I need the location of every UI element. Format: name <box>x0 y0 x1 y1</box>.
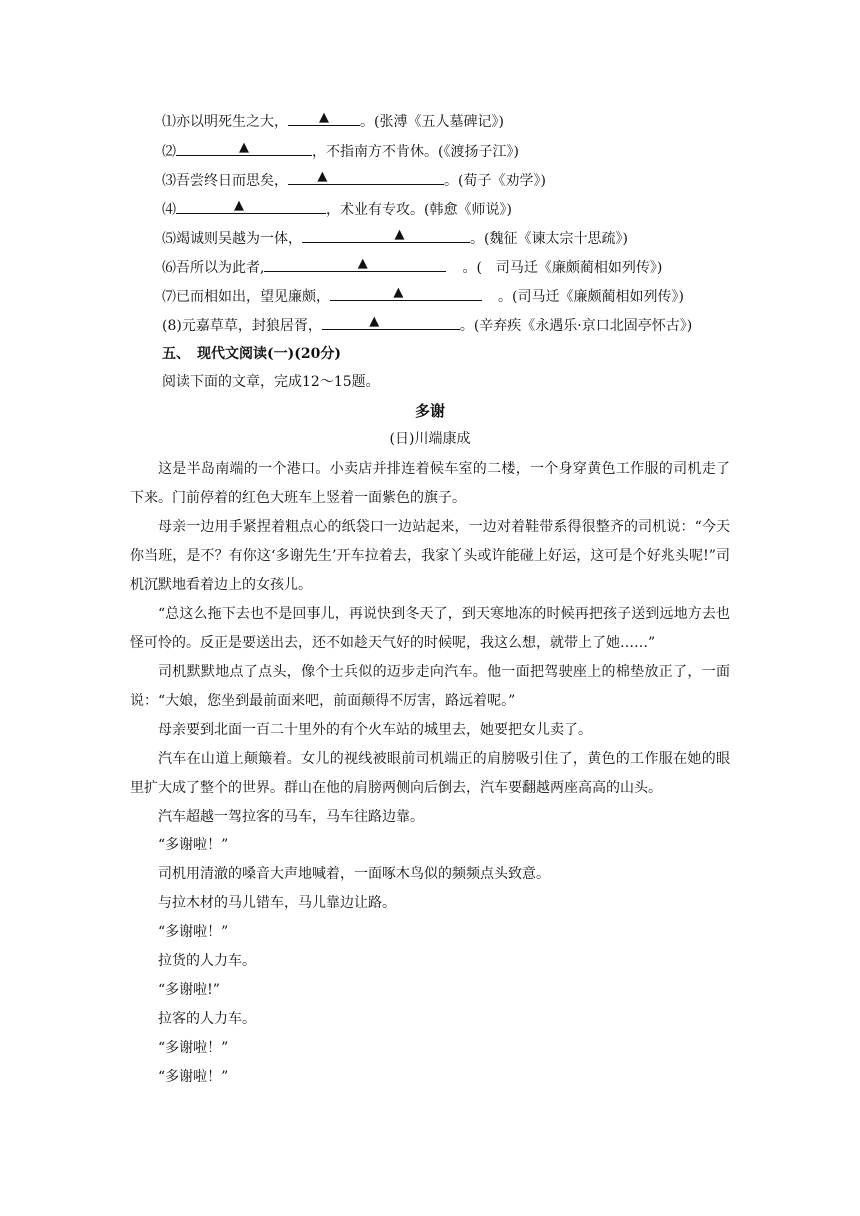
item-source: 。(魏征《谏太宗十思疏》) <box>470 231 628 247</box>
fill-item-6 <box>162 257 662 278</box>
fill-item-2 <box>162 141 519 162</box>
item-prefix: ⑵ <box>162 144 176 160</box>
fill-item-4 <box>162 199 512 220</box>
narrative-line: 拉货的人力车。 <box>158 953 256 969</box>
dialogue-line: “多谢啦！” <box>158 837 229 853</box>
item-prefix: ⑸竭诚则吴越为一体， <box>162 231 302 247</box>
answer-blank[interactable] <box>288 111 360 126</box>
answer-blank[interactable] <box>330 286 482 301</box>
triangle-icon: ▲ <box>234 198 244 213</box>
article-paragraph: 母亲一边用手紧捏着粗点心的纸袋口一边站起来，一边对着鞋带系得很整齐的司机说：“今天你当班，是不？有你这‘多谢先生’开车拉着去，我家丫头或许能碰上好运，这可是个好兆头呢!”司机沉默地看着边上的女孩儿。 <box>130 519 730 593</box>
fill-item-3 <box>162 170 546 191</box>
fill-item-8 <box>162 315 692 336</box>
narrative-line: 与拉木材的马儿错车，马儿靠边让路。 <box>158 895 396 911</box>
triangle-icon: ▲ <box>394 227 405 242</box>
answer-blank[interactable] <box>176 199 326 214</box>
item-prefix: ⑺已而相如出，望见廉颇， <box>162 289 330 305</box>
narrative-line: 拉客的人力车。 <box>158 1011 256 1027</box>
article-paragraph: 汽车在山道上颠簸着。女儿的视线被眼前司机端正的肩膀吸引住了，黄色的工作服在她的眼里扩大成了整个的世界。群山在他的肩膀两侧向后倒去，汽车要翻越两座高高的山头。 <box>130 751 730 796</box>
item-source: 。(张溥《五人墓碑记》) <box>360 114 504 130</box>
item-prefix: ⑷ <box>162 202 176 218</box>
item-prefix: (8)元嘉草草，封狼居胥， <box>162 318 322 334</box>
triangle-icon: ▲ <box>319 110 329 125</box>
triangle-icon: ▲ <box>357 256 368 271</box>
item-source: 。(荀子《劝学》) <box>444 173 546 189</box>
item-source: ，不指南方不肯休。(《渡扬子江》) <box>312 144 519 160</box>
article-author: (日)川端康成 <box>389 431 471 447</box>
triangle-icon: ▲ <box>369 314 380 329</box>
fill-item-5 <box>162 228 628 249</box>
section-heading: 五、 现代文阅读(一)(20分) <box>162 346 341 362</box>
dialogue-line: “多谢啦！” <box>158 924 229 940</box>
article-paragraph: 汽车超越一驾拉客的马车，马车往路边靠。 <box>158 809 424 825</box>
answer-blank[interactable] <box>176 141 312 156</box>
item-source: 。( 司马迁《廉颇蔺相如列传》) <box>462 260 663 276</box>
answer-blank[interactable] <box>288 170 444 185</box>
article-paragraph: 司机默默地点了点头，像个士兵似的迈步走向汽车。他一面把驾驶座上的棉垫放正了，一面说：“大娘，您坐到最前面来吧，前面颠得不厉害，路远着呢。” <box>130 664 730 709</box>
instruction-text: 阅读下面的文章，完成12～15题。 <box>162 374 380 390</box>
answer-blank[interactable] <box>322 315 460 330</box>
narrative-line: 司机用清澈的嗓音大声地喊着，一面啄木鸟似的频频点头致意。 <box>158 866 550 882</box>
item-prefix: ⑹吾所以为此者, <box>162 260 265 276</box>
answer-blank[interactable] <box>264 257 446 272</box>
triangle-icon: ▲ <box>317 169 328 184</box>
fill-item-7 <box>162 286 684 307</box>
answer-blank[interactable] <box>302 228 470 243</box>
fill-item-1 <box>162 111 504 132</box>
article-paragraph: 这是半岛南端的一个港口。小卖店并排连着候车室的二楼，一个身穿黄色工作服的司机走了下来。门前停着的红色大班车上竖着一面紫色的旗子。 <box>130 461 730 506</box>
dialogue-line: “多谢啦！” <box>158 1040 229 1056</box>
triangle-icon: ▲ <box>239 140 249 155</box>
item-source: ，术业有专攻。(韩愈《师说》) <box>326 202 512 218</box>
article-paragraph: “总这么拖下去也不是回事儿，再说快到冬天了，到天寒地冻的时候再把孩子送到远地方去也怪可怜的。反正是要送出去，还不如趁天气好的时候呢，我这么想，就带上了她……” <box>130 606 730 651</box>
dialogue-line: “多谢啦!” <box>158 982 220 998</box>
article-title: 多谢 <box>414 402 445 420</box>
triangle-icon: ▲ <box>393 285 404 300</box>
item-source: 。(辛弃疾《永遇乐·京口北固亭怀古》) <box>459 318 693 334</box>
item-prefix: ⑶吾尝终日而思矣， <box>162 173 288 189</box>
article-paragraph: 母亲要到北面一百二十里外的有个火车站的城里去，她要把女儿卖了。 <box>158 722 592 738</box>
item-prefix: ⑴亦以明死生之大， <box>162 114 288 130</box>
dialogue-line: “多谢啦！” <box>158 1069 229 1085</box>
item-source: 。(司马迁《廉颇蔺相如列传》) <box>498 289 684 305</box>
